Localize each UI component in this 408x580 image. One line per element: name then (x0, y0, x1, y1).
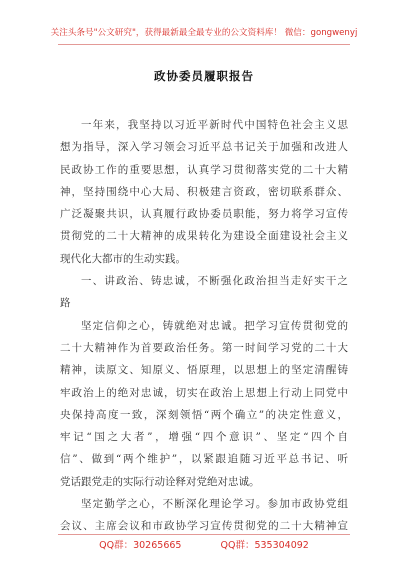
body-line: 牢记“国之大者”，增强“四个意识”、坚定“四个自 (60, 431, 348, 444)
body-line: 一年来，我坚持以习近平新时代中国特色社会主义思 (81, 119, 348, 131)
header-divider (58, 44, 350, 45)
body-line: 精神，读原文、知原义、悟原理，以思想上的坚定清醒铸 (60, 364, 348, 377)
footer-qq-group-1: QQ群：30265665 (99, 540, 182, 551)
footer-qq-group-2: QQ群：535304092 (220, 540, 309, 551)
body-line: 神，坚持围绕中心大局、积极建言资政，密切联系群众、 (60, 185, 348, 198)
body-line: 坚定勤学之心，不断深化理论学习。参加市政协党组 (81, 498, 348, 511)
body-line: 坚定信仰之心，铸就绝对忠诚。把学习宣传贯彻党的 (81, 319, 348, 332)
body-line: 广泛凝聚共识，认真履行政协委员职能，努力将学习宣传 (60, 208, 348, 221)
document-body (60, 114, 348, 538)
document-title: 政协委员履职报告 (154, 69, 254, 83)
body-line: 贯彻党的二十大精神的成果转化为建设全面建设社会主义 (60, 230, 348, 243)
body-line: 想为指导，深入学习领会习近平总书记关于加强和改进人 (60, 141, 348, 154)
body-line: 路 (60, 297, 71, 310)
body-line: 党话跟党走的实际行动诠释对党绝对忠诚。 (60, 475, 260, 488)
footer (0, 537, 408, 551)
body-line: 会议、主席会议和市政协学习宣传贯彻党的二十大精神宣 (60, 520, 348, 533)
header-banner: 关注头条号"公文研究"，获得最新最全最专业的公文资料库！ 微信：gongwenyj (50, 28, 358, 38)
body-line: 现代化大都市的生动实践。 (60, 252, 186, 265)
body-line: 二十大精神作为首要政治任务。第一时间学习党的二十大 (60, 341, 348, 354)
body-line: 一、讲政治、铸忠诚，不断强化政治担当走好实干之 (81, 275, 348, 288)
body-line: 央保持高度一致，深刻领悟“两个确立”的决定性意义， (60, 408, 348, 421)
body-line: 牢政治上的绝对忠诚，切实在政治上思想上行动上同党中 (60, 386, 348, 399)
body-line: 信”、做到“两个维护”，以紧跟追随习近平总书记、听 (60, 453, 348, 466)
body-line: 民政协工作的重要思想，认真学习贯彻落实党的二十大精 (60, 163, 348, 176)
footer-divider (58, 534, 350, 535)
